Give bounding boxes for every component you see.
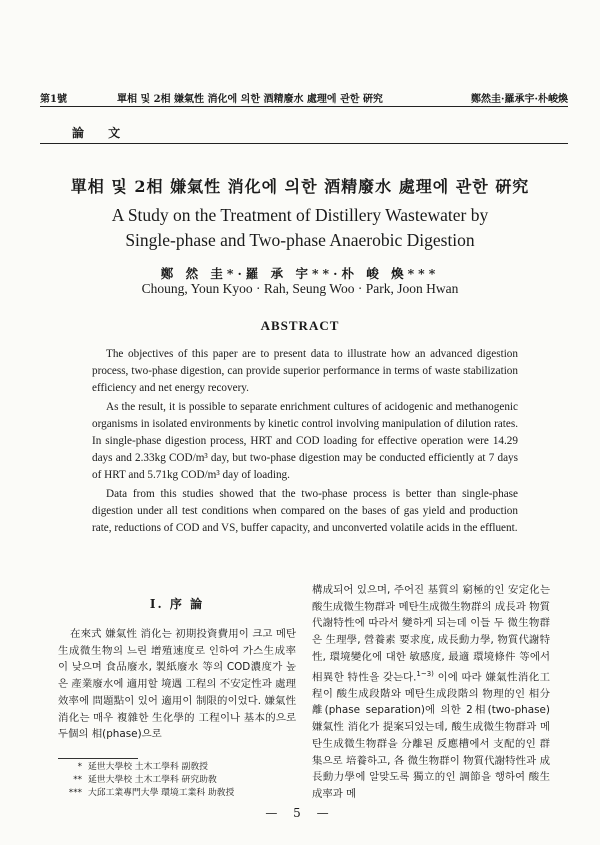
left-column xyxy=(58,595,296,743)
footnote-rule xyxy=(58,758,138,759)
right-text-part1: 構成되어 있으며, 주어진 基質의 窮極的인 安定化는 酸生成微生物群과 메탄生成微生物群의 成長과 物質代謝特性에 따라서 變하게 되는데 이들 두 微生物群은 生理學, 營養素 要求度, 成長動力學, 物質代謝特性, 環境變化에 대한 敏感度, 最適 環境條件 等에서 相異한 特性을 갖는다. xyxy=(312,584,550,683)
volume-number: 第1號 xyxy=(40,94,67,105)
introduction-left-text: 在來式 嫌氣性 消化는 初期投資費用이 크고 메탄生成微生物의 느린 增殖速度로 인하여 가스生成率이 낮으며 食品廢水, 製紙廢水 等의 COD濃度가 높은 產業廢水에 適用할 境遇 工程의 不安定性과 處理效率에 問題點이 있어 適用이 制限的이었다. 嫌氣性 消化는 매우 複雜한 生化學的 工程이나 基本的으로 두個의 相(phase)으로 xyxy=(58,628,296,741)
footnote xyxy=(60,774,300,787)
section-label: 論 文 xyxy=(72,126,131,140)
footnote xyxy=(60,787,300,800)
footnotes xyxy=(60,761,300,800)
header-rule xyxy=(40,106,568,107)
introduction-heading: I. 序 論 xyxy=(149,597,205,611)
abstract-body xyxy=(92,346,518,538)
authors-english: Choung, Youn Kyoo · Rah, Seung Woo · Park, Joon Hwan xyxy=(141,281,459,296)
english-title xyxy=(0,203,600,253)
authors-korean: 鄭 然 圭*·羅 承 宇**·朴 峻 煥*** xyxy=(160,266,440,281)
abstract-paragraph: As the result, it is possible to separate enrichment cultures of acidogenic and methanogenic organisms in isolated environments by kinetic control involving manipulation of dilution rates. In single-phase digestion process, HRT and COD loading for effective operation were 14.29 days and 2.33kg COD/m³ day, but two-phase digestion may be conducted efficiently at 7 days of HRT and 5.71kg COD/m³ day of loading. xyxy=(92,400,518,482)
footnote-text: 延世大學校 土木工學科 硏究助敎 xyxy=(88,775,217,785)
english-title-line1: A Study on the Treatment of Distillery Wastewater by xyxy=(111,205,489,225)
footnote-mark: ** xyxy=(73,775,82,785)
running-title: 單相 및 2相 嫌氣性 消化에 의한 酒精廢水 處理에 관한 硏究 xyxy=(116,94,383,105)
footnote-text: 大邱工業專門大學 環境工業科 助敎授 xyxy=(88,788,235,798)
abstract-paragraph: The objectives of this paper are to present data to illustrate how an advanced digestion process, two-phase digestion, can provide superior performance in terms of waste stabilization efficiency and net energy recovery. xyxy=(92,348,518,395)
footnote-mark: * xyxy=(77,762,82,772)
korean-title: 單相 및 2相 嫌氣性 消化에 의한 酒精廢水 處理에 관한 硏究 xyxy=(70,177,530,196)
right-column xyxy=(312,582,550,803)
citation-superscript: 1~3) xyxy=(416,669,434,678)
footnote xyxy=(60,761,300,774)
page-number: — 5 — xyxy=(265,806,335,820)
abstract-heading: ABSTRACT xyxy=(260,318,340,333)
footnote-text: 延世大學校 土木工學科 副敎授 xyxy=(88,762,208,772)
running-authors: 鄭然圭·羅承宇·朴峻煥 xyxy=(471,94,568,105)
right-text-part2: 이에 따라 嫌氣性消化工程이 酸生成段階와 메탄生成段階의 物理的인 相分離(phase separation)에 의한 2相(two-phase) 嫌氣性 消化가 提案되었는데, 酸生成微生物群과 메탄生成微生物群을 分離된 反應槽에서 支配的인 群集으로 培養하고, 各 微生物群이 物質代謝特性과 成長動力學에 알맞도록 獨立的인 調節을 행하여 酸生成率과 메 xyxy=(312,670,550,800)
running-header xyxy=(40,90,568,105)
footnote-mark: *** xyxy=(68,788,82,798)
section-rule xyxy=(40,143,568,144)
introduction-right-text xyxy=(312,582,550,803)
english-title-line2: Single-phase and Two-phase Anaerobic Digestion xyxy=(125,230,475,250)
abstract-paragraph: Data from this studies showed that the two-phase process is better than single-phase digestion under all test conditions when compared on the bases of gas yield and production rate, reductions of COD and VS, buffer capacity, and unconverted volatile acids in the effluent. xyxy=(92,487,518,535)
